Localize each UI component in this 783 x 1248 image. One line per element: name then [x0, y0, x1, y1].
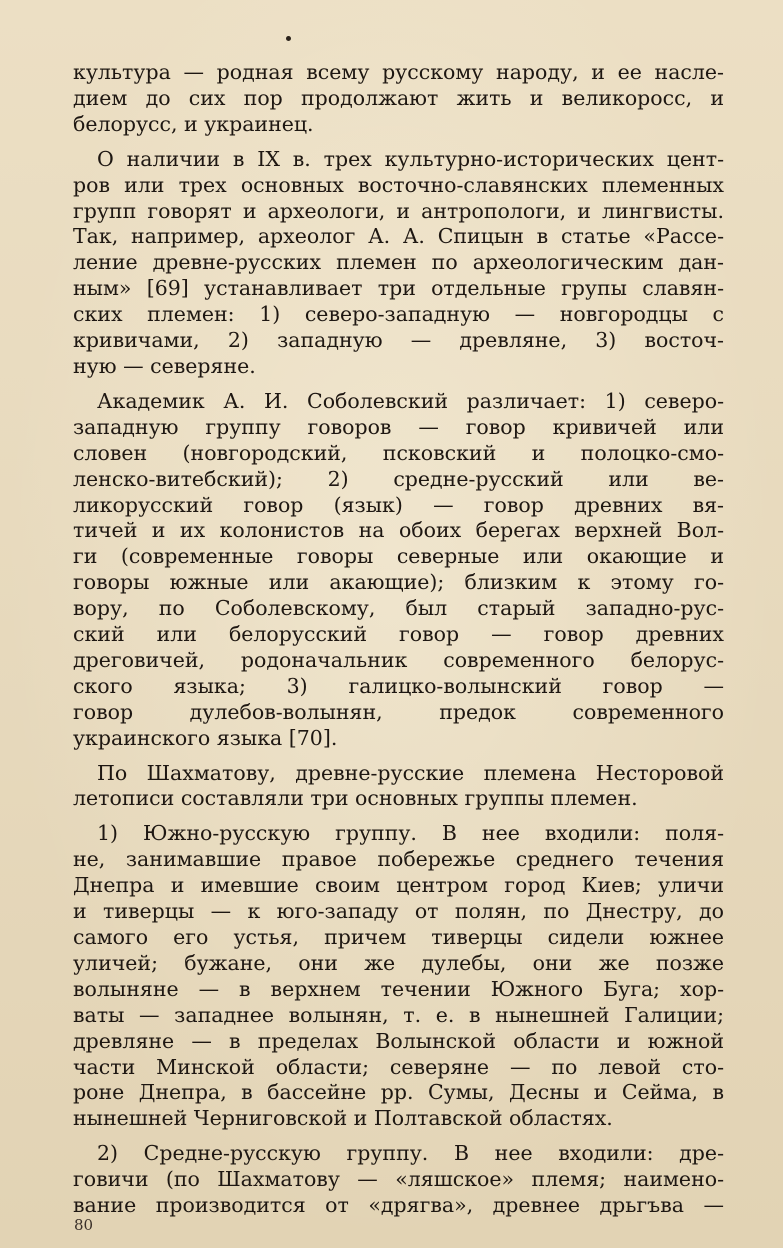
- text-line: белорусс, и украинец.: [73, 111, 314, 136]
- text-line: древляне — в пределах Волынской области и южной: [73, 1028, 724, 1053]
- text-line: не, занимавшие правое побережье среднего течения: [73, 847, 724, 872]
- paragraph-2: [73, 147, 724, 380]
- text-line: культура — родная всему русскому народу, и ее насле-: [73, 60, 724, 84]
- text-line: вание производится от «дрягва», древнее дрьгъва —: [73, 1193, 724, 1218]
- text-line: 2) Средне-русскую группу. В нее входили: дре-: [97, 1141, 724, 1166]
- text-line: ги (современные говоры северные или окающие и: [73, 544, 724, 569]
- text-line: ваты — западнее волынян, т. е. в нынешней Галиции;: [73, 1002, 724, 1027]
- text-line: ликорусский говор (язык) — говор древних вя-: [73, 492, 724, 517]
- text-line: ление древне-русских племен по археологическим дан-: [73, 250, 724, 275]
- paragraph-6: [73, 1141, 724, 1219]
- text-line: ров или трех основных восточно-славянских племенных: [73, 172, 724, 197]
- paragraph-5: [73, 821, 724, 1132]
- text-line: Так, например, археолог А. А. Спицын в статье «Рассе-: [73, 224, 724, 249]
- text-line: дреговичей, родоначальник современного белорус-: [73, 647, 724, 672]
- text-line: групп говорят и археологи, и антропологи, и лингвисты.: [73, 198, 724, 223]
- text-line: словен (новгородский, псковский и полоцко-смо-: [73, 440, 724, 465]
- text-line: говоры южные или акающие); близким к этому го-: [73, 570, 724, 595]
- text-line: вору, по Соболевскому, был старый западно-рус-: [73, 596, 724, 621]
- text-line: части Минской области; северяне — по левой сто-: [73, 1054, 724, 1079]
- paragraph-4: [73, 761, 724, 813]
- text-line: западную группу говоров — говор кривичей или: [73, 414, 724, 439]
- text-line: По Шахматову, древне-русские племена Несторовой: [97, 760, 724, 785]
- text-line: Академик А. И. Соболевский различает: 1) северо-: [97, 388, 724, 413]
- text-line: говор дулебов-волынян, предок современного: [73, 699, 724, 724]
- page-text: [73, 60, 724, 1228]
- text-line: 1) Южно-русскую группу. В нее входили: поля-: [97, 821, 724, 846]
- text-line: волыняне — в верхнем течении Южного Буга; хор-: [73, 976, 724, 1001]
- text-line: кривичами, 2) западную — древляне, 3) восточ-: [73, 328, 724, 353]
- text-line: О наличии в IX в. трех культурно-исторических цент-: [97, 146, 724, 171]
- page-number: 80: [74, 1216, 94, 1234]
- text-line: ленско-витебский); 2) средне-русский или ве-: [73, 466, 724, 491]
- text-line: роне Днепра, в бассейне рр. Сумы, Десны и Сейма, в: [73, 1080, 724, 1105]
- text-line: нынешней Черниговской и Полтавской областях.: [73, 1106, 613, 1131]
- text-line: уличей; бужане, они же дулебы, они же позже: [73, 950, 724, 975]
- text-line: ских племен: 1) северо-западную — новгородцы с: [73, 302, 724, 327]
- text-line: ную — северяне.: [73, 353, 256, 378]
- text-line: говичи (по Шахматову — «ляшское» племя; наимено-: [73, 1167, 724, 1192]
- text-line: тичей и их колонистов на обоих берегах верхней Вол-: [73, 518, 724, 543]
- text-line: летописи составляли три основных группы племен.: [73, 786, 638, 811]
- text-line: и тиверцы — к юго-западу от полян, по Днестру, до: [73, 899, 724, 924]
- text-line: ский или белорусский говор — говор древних: [73, 622, 724, 647]
- text-line: ского языка; 3) галицко-волынский говор —: [73, 673, 724, 698]
- print-dot: [286, 36, 291, 41]
- paragraph-3: [73, 389, 724, 752]
- text-line: дием до сих пор продолжают жить и великоросс, и: [73, 85, 724, 110]
- text-line: самого его устья, причем тиверцы сидели южнее: [73, 925, 724, 949]
- text-line: ным» [69] устанавливает три отдельные групы славян-: [73, 276, 724, 301]
- text-line: Днепра и имевшие своим центром город Киев; уличи: [73, 873, 724, 898]
- text-line: украинского языка [70].: [73, 725, 338, 750]
- paragraph-1: [73, 60, 724, 138]
